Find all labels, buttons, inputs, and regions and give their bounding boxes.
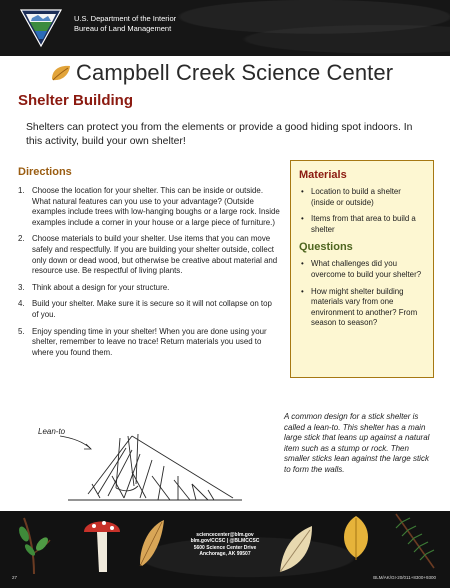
plant-icon [16, 514, 52, 574]
question-item [299, 287, 425, 329]
yellow-leaf-icon [336, 514, 376, 562]
lean-to-caption: A common design for a stick shelter is called a lean-to. This shelter has a main large stick that leans up against a natural item such as a stump or rock. Then smaller sticks lean against the large stick to form the walls. [284, 412, 430, 474]
blm-logo-icon [18, 8, 64, 48]
intro-paragraph: Shelters can protect you from the elements or provide a good hiding spot indoors. In this activity, build your own shelter! [26, 122, 413, 147]
bullet-icon: • [301, 286, 304, 296]
materials-questions-box [290, 160, 434, 378]
contact-address: 5600 Science Center Drive [193, 544, 257, 551]
step-item [18, 299, 280, 320]
step-text: Choose the location for your shelter. This can be inside or outside. What natural features can you use to your advantage? (Outside examples include trees with low-hanging boughs or a large rock. Inside examples include a corner in your house or a large piece of furniture.) [32, 186, 280, 227]
question-text: How might shelter building materials vary from one environment to another? From season to season? [311, 286, 418, 328]
materials-item [299, 214, 425, 235]
question-item [299, 259, 425, 280]
questions-list [299, 259, 425, 329]
page-number: 27 [12, 575, 18, 580]
mushroom-icon [82, 514, 122, 576]
materials-item [299, 187, 425, 208]
materials-item-text: Location to build a shelter (inside or outside) [311, 187, 401, 207]
bullet-icon: • [301, 187, 304, 196]
department-name [74, 14, 176, 34]
question-text: What challenges did you overcome to build your shelter? [311, 259, 422, 279]
step-number: 4. [18, 299, 25, 309]
page-title: Shelter Building [18, 92, 134, 109]
step-item [18, 186, 280, 228]
spruce-branch-icon [390, 510, 440, 572]
step-text: Build your shelter. Make sure it is secure so it will not collapse on top of you. [32, 299, 272, 319]
step-number: 3. [18, 282, 25, 292]
materials-heading: Materials [299, 169, 347, 181]
contact-web: blm.gov/CCSC | @BLMCCSC [190, 538, 260, 545]
center-name: Campbell Creek Science Center [76, 60, 394, 85]
step-number: 1. [18, 186, 25, 195]
bureau-line: Bureau of Land Management [74, 24, 172, 33]
contact-email: sciencecenter@blm.gov [196, 532, 254, 538]
bullet-icon: • [301, 259, 304, 269]
step-item [18, 234, 280, 276]
header-band [0, 0, 450, 56]
directions-heading: Directions [18, 166, 72, 178]
materials-item-text: Items from that area to build a shelter [311, 214, 416, 234]
step-item [18, 283, 280, 294]
directions-list [18, 186, 280, 364]
bullet-icon: • [301, 214, 304, 224]
step-number: 5. [18, 326, 25, 336]
step-number: 2. [18, 234, 25, 244]
contact-info [160, 532, 290, 558]
step-text: Think about a design for your structure. [32, 282, 170, 292]
contact-city: Anchorage, AK 99507 [199, 551, 251, 558]
step-text: Enjoy spending time in your shelter! When you are done using your shelter, remember to leave no trace! Return materials you used to where you found them. [32, 326, 267, 357]
department-line: U.S. Department of the Interior [74, 14, 177, 23]
step-text: Choose materials to build your shelter. Use items that you can move safely and respectfully. If you are building your shelter outside, collect only down or dead wood, but otherwise be creative about material and resource use. Be respectful of living plants. [32, 234, 278, 276]
publication-code: BLM/AK/GI-20/011+8300+9300 [373, 575, 436, 580]
step-item [18, 327, 280, 359]
sketch-label: Lean-to [38, 427, 66, 436]
materials-list [299, 187, 425, 235]
leaf-icon [50, 63, 72, 83]
questions-heading: Questions [299, 241, 353, 254]
center-title [50, 58, 393, 88]
lean-to-sketch [28, 414, 250, 504]
